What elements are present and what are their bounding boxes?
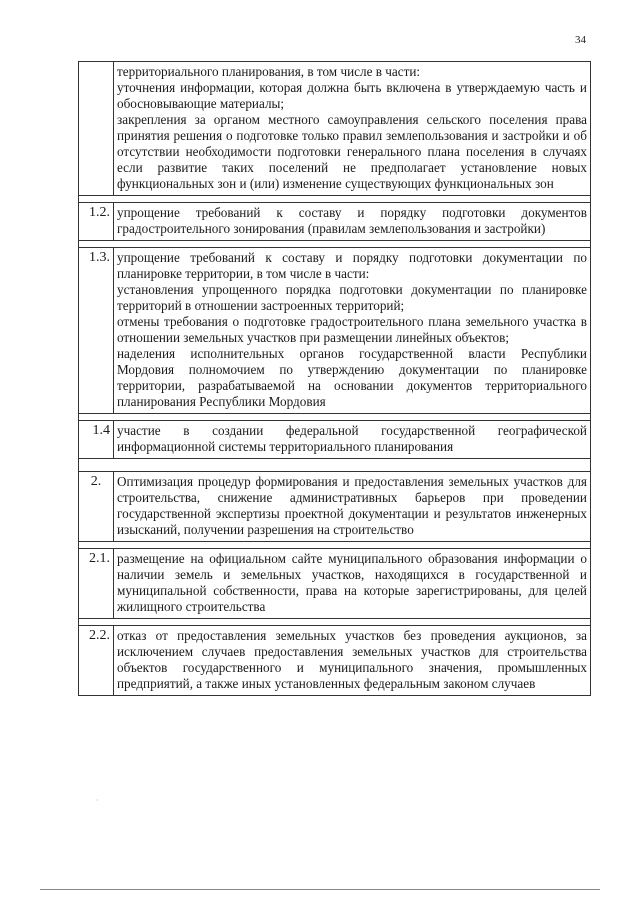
row-gap bbox=[79, 619, 591, 626]
scan-speck: · bbox=[96, 796, 99, 805]
row-number: 2.1. bbox=[79, 549, 114, 619]
row-text bbox=[114, 248, 591, 414]
row-number: 2. bbox=[79, 472, 114, 542]
row-number: 1.2. bbox=[79, 203, 114, 241]
row-paragraph: закрепления за органом местного самоуправления сельского поселения права принятия решения о подготовке только правил землепользования и застройки и об отсутствии необходимости подготовки генерального плана поселения в случаях если развитие таких поселений не предполагает установление новых функциональных зон и (или) изменение существующих функциональных зон bbox=[117, 112, 587, 191]
row-text bbox=[114, 626, 591, 696]
row-gap bbox=[79, 241, 591, 248]
row-paragraph: установления упрощенного порядка подготовки документации по планировке территорий в отношении застроенных территорий; bbox=[117, 282, 587, 313]
row-paragraph: размещение на официальном сайте муниципального образования информации о наличии земель и земельных участков, находящихся в государственной и муниципальной собственности, права на которые зарегистрированы, для целей жилищного строительства bbox=[117, 551, 587, 614]
row-paragraph: территориального планирования, в том числе в части: bbox=[117, 64, 421, 79]
table-row bbox=[79, 626, 591, 696]
row-number: 1.3. bbox=[79, 248, 114, 414]
row-paragraph: Оптимизация процедур формирования и предоставления земельных участков для строительства, снижение административных барьеров при проведении государственной экспертизы проектной документации и результатов инженерных изысканий, получении разрешения на строительство bbox=[117, 474, 587, 537]
row-text bbox=[114, 421, 591, 459]
scan-edge-line bbox=[40, 889, 600, 890]
table-row bbox=[79, 248, 591, 414]
row-text bbox=[114, 472, 591, 542]
row-paragraph: наделения исполнительных органов государственной власти Республики Мордовия полномочием по утверждению документации по планировке территории, разрабатываемой на основании документов территориального планирования Республики Мордовия bbox=[117, 346, 587, 409]
row-text bbox=[114, 62, 591, 196]
row-gap bbox=[79, 459, 591, 472]
row-paragraph: упрощение требований к составу и порядку подготовки документации по планировке территории, в том числе в части: bbox=[117, 250, 587, 281]
row-text bbox=[114, 203, 591, 241]
row-number: 1.4 bbox=[79, 421, 114, 459]
row-paragraph: упрощение требований к составу и порядку подготовки документов градостроительного зонирования (правилам землепользования и застройки) bbox=[117, 205, 587, 236]
row-paragraph: уточнения информации, которая должна быть включена в утверждаемую часть и обосновывающие материалы; bbox=[117, 80, 587, 111]
row-paragraph: отказ от предоставления земельных участков без проведения аукционов, за исключением случаев предоставления земельных участков для строительства объектов государственного и муниципального значения, промышленных предприятий, а также иных установленных федеральным законом случаев bbox=[117, 628, 587, 691]
row-number bbox=[79, 62, 114, 196]
page-number: 34 bbox=[575, 34, 586, 46]
table-row bbox=[79, 549, 591, 619]
row-number: 2.2. bbox=[79, 626, 114, 696]
row-gap bbox=[79, 414, 591, 421]
table-row bbox=[79, 421, 591, 459]
table-row bbox=[79, 203, 591, 241]
table-row bbox=[79, 472, 591, 542]
row-paragraph: отмены требования о подготовке градостроительного плана земельного участка в отношении земельных участков при размещении линейных объектов; bbox=[117, 314, 587, 345]
row-gap bbox=[79, 542, 591, 549]
row-paragraph: участие в создании федеральной государственной географической информационной системы территориального планирования bbox=[117, 423, 587, 454]
table-row bbox=[79, 62, 591, 196]
measures-table bbox=[78, 61, 591, 696]
row-gap bbox=[79, 196, 591, 203]
row-text bbox=[114, 549, 591, 619]
